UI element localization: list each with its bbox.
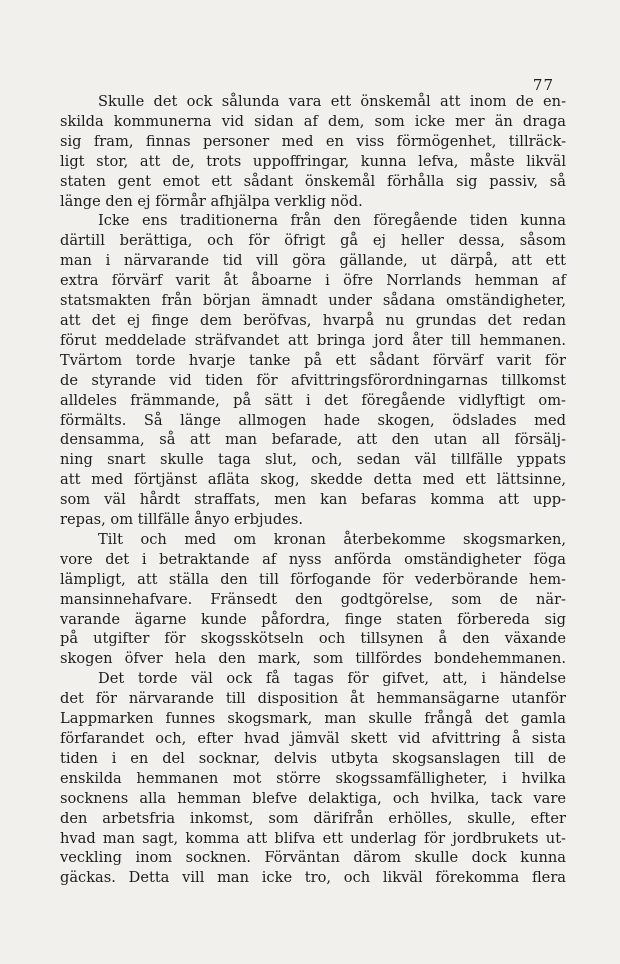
text-line: lämpligt, att ställa den till förfogande för vederbörande hem- bbox=[60, 570, 566, 588]
text-line: densamma, så att man befarade, att den utan all försälj- bbox=[60, 431, 566, 449]
text-line: som väl hårdt straffats, men kan befaras komma att upp- bbox=[60, 491, 566, 509]
text-line: vore det i betraktande af nyss anförda omständigheter föga bbox=[60, 550, 566, 568]
text-line: det för närvarande till disposition åt hemmansägarne utanför bbox=[60, 690, 566, 708]
text-line: enskilda hemmanen mot större skogssamfälligheter, i hvilka bbox=[60, 769, 566, 787]
text-line: mansinnehafvare. Fränsedt den godtgörelse, som de när- bbox=[60, 590, 566, 608]
text-line: Tilt och med om kronan återbekomme skogsmarken, bbox=[98, 530, 566, 548]
text-line: gäckas. Detta vill man icke tro, och likväl förekomma flera bbox=[60, 869, 566, 887]
text-line: alldeles främmande, på sätt i det föregående vidlyftigt om- bbox=[60, 391, 566, 409]
text-line: på utgifter för skogsskötseln och tillsynen å den växande bbox=[60, 630, 566, 648]
text-line: därtill berättiga, och för öfrigt gå ej heller dessa, såsom bbox=[60, 232, 566, 250]
text-line: skilda kommunerna vid sidan af dem, som icke mer än draga bbox=[60, 112, 566, 130]
text-line: repas, om tillfälle ånyo erbjudes. bbox=[60, 511, 304, 529]
text-line: de styrande vid tiden för afvittringsförordningarnas tillkomst bbox=[60, 371, 566, 389]
text-line: Icke ens traditionerna från den föregående tiden kunna bbox=[98, 212, 566, 230]
text-line: statsmakten från början ämnadt under sådana omständigheter, bbox=[60, 292, 566, 310]
text-line: extra förvärf varit åt åboarne i öfre Norrlands hemman af bbox=[60, 272, 566, 290]
text-line: förmälts. Så länge allmogen hade skogen, ödslades med bbox=[60, 411, 566, 429]
text-line: socknens alla hemman blefve delaktiga, och hvilka, tack vare bbox=[60, 789, 566, 807]
text-line: Det torde väl ock få tagas för gifvet, att, i händelse bbox=[98, 670, 566, 688]
text-line: att det ej finge dem beröfvas, hvarpå nu grundas det redan bbox=[60, 311, 566, 329]
text-line: ligt stor, att de, trots uppoffringar, kunna lefva, måste likväl bbox=[60, 152, 566, 170]
text-line: hvad man sagt, komma att blifva ett underlag för jordbrukets ut- bbox=[60, 829, 566, 847]
text-line: den arbetsfria inkomst, som därifrån erhölles, skulle, efter bbox=[60, 809, 566, 827]
text-line: ning snart skulle taga slut, och, sedan väl tillfälle yppats bbox=[60, 451, 566, 469]
page-number: 77 bbox=[532, 76, 554, 94]
text-line: Lappmarken funnes skogsmark, man skulle frångå det gamla bbox=[60, 710, 566, 728]
text-line: förut meddelade sträfvandet att bringa jord åter till hemmanen. bbox=[60, 331, 566, 349]
text-line: veckling inom socknen. Förväntan därom skulle dock kunna bbox=[60, 849, 566, 867]
text-line: sig fram, finnas personer med en viss förmögenhet, tillräck- bbox=[60, 132, 566, 150]
text-line: staten gent emot ett sådant önskemål förhålla sig passiv, så bbox=[60, 172, 566, 190]
text-line: tiden i en del socknar, delvis utbyta skogsanslagen till de bbox=[60, 749, 566, 767]
body-text bbox=[60, 92, 566, 888]
text-line: förfarandet och, efter hvad jämväl skett vid afvittring å sista bbox=[60, 730, 566, 747]
text-line: att med förtjänst afläta skog, skedde detta med ett lättsinne, bbox=[60, 471, 566, 489]
text-line: länge den ej förmår afhjälpa verklig nöd. bbox=[60, 192, 363, 210]
text-line: Tvärtom torde hvarje tanke på ett sådant förvärf varit för bbox=[60, 351, 566, 369]
text-line: skogen öfver hela den mark, som tillfördes bondehemmanen. bbox=[60, 650, 566, 668]
text-line: man i närvarande tid vill göra gällande, ut därpå, att ett bbox=[60, 252, 566, 270]
text-line: varande ägarne kunde påfordra, finge staten förbereda sig bbox=[60, 610, 566, 628]
text-line: Skulle det ock sålunda vara ett önskemål att inom de en- bbox=[98, 93, 566, 110]
